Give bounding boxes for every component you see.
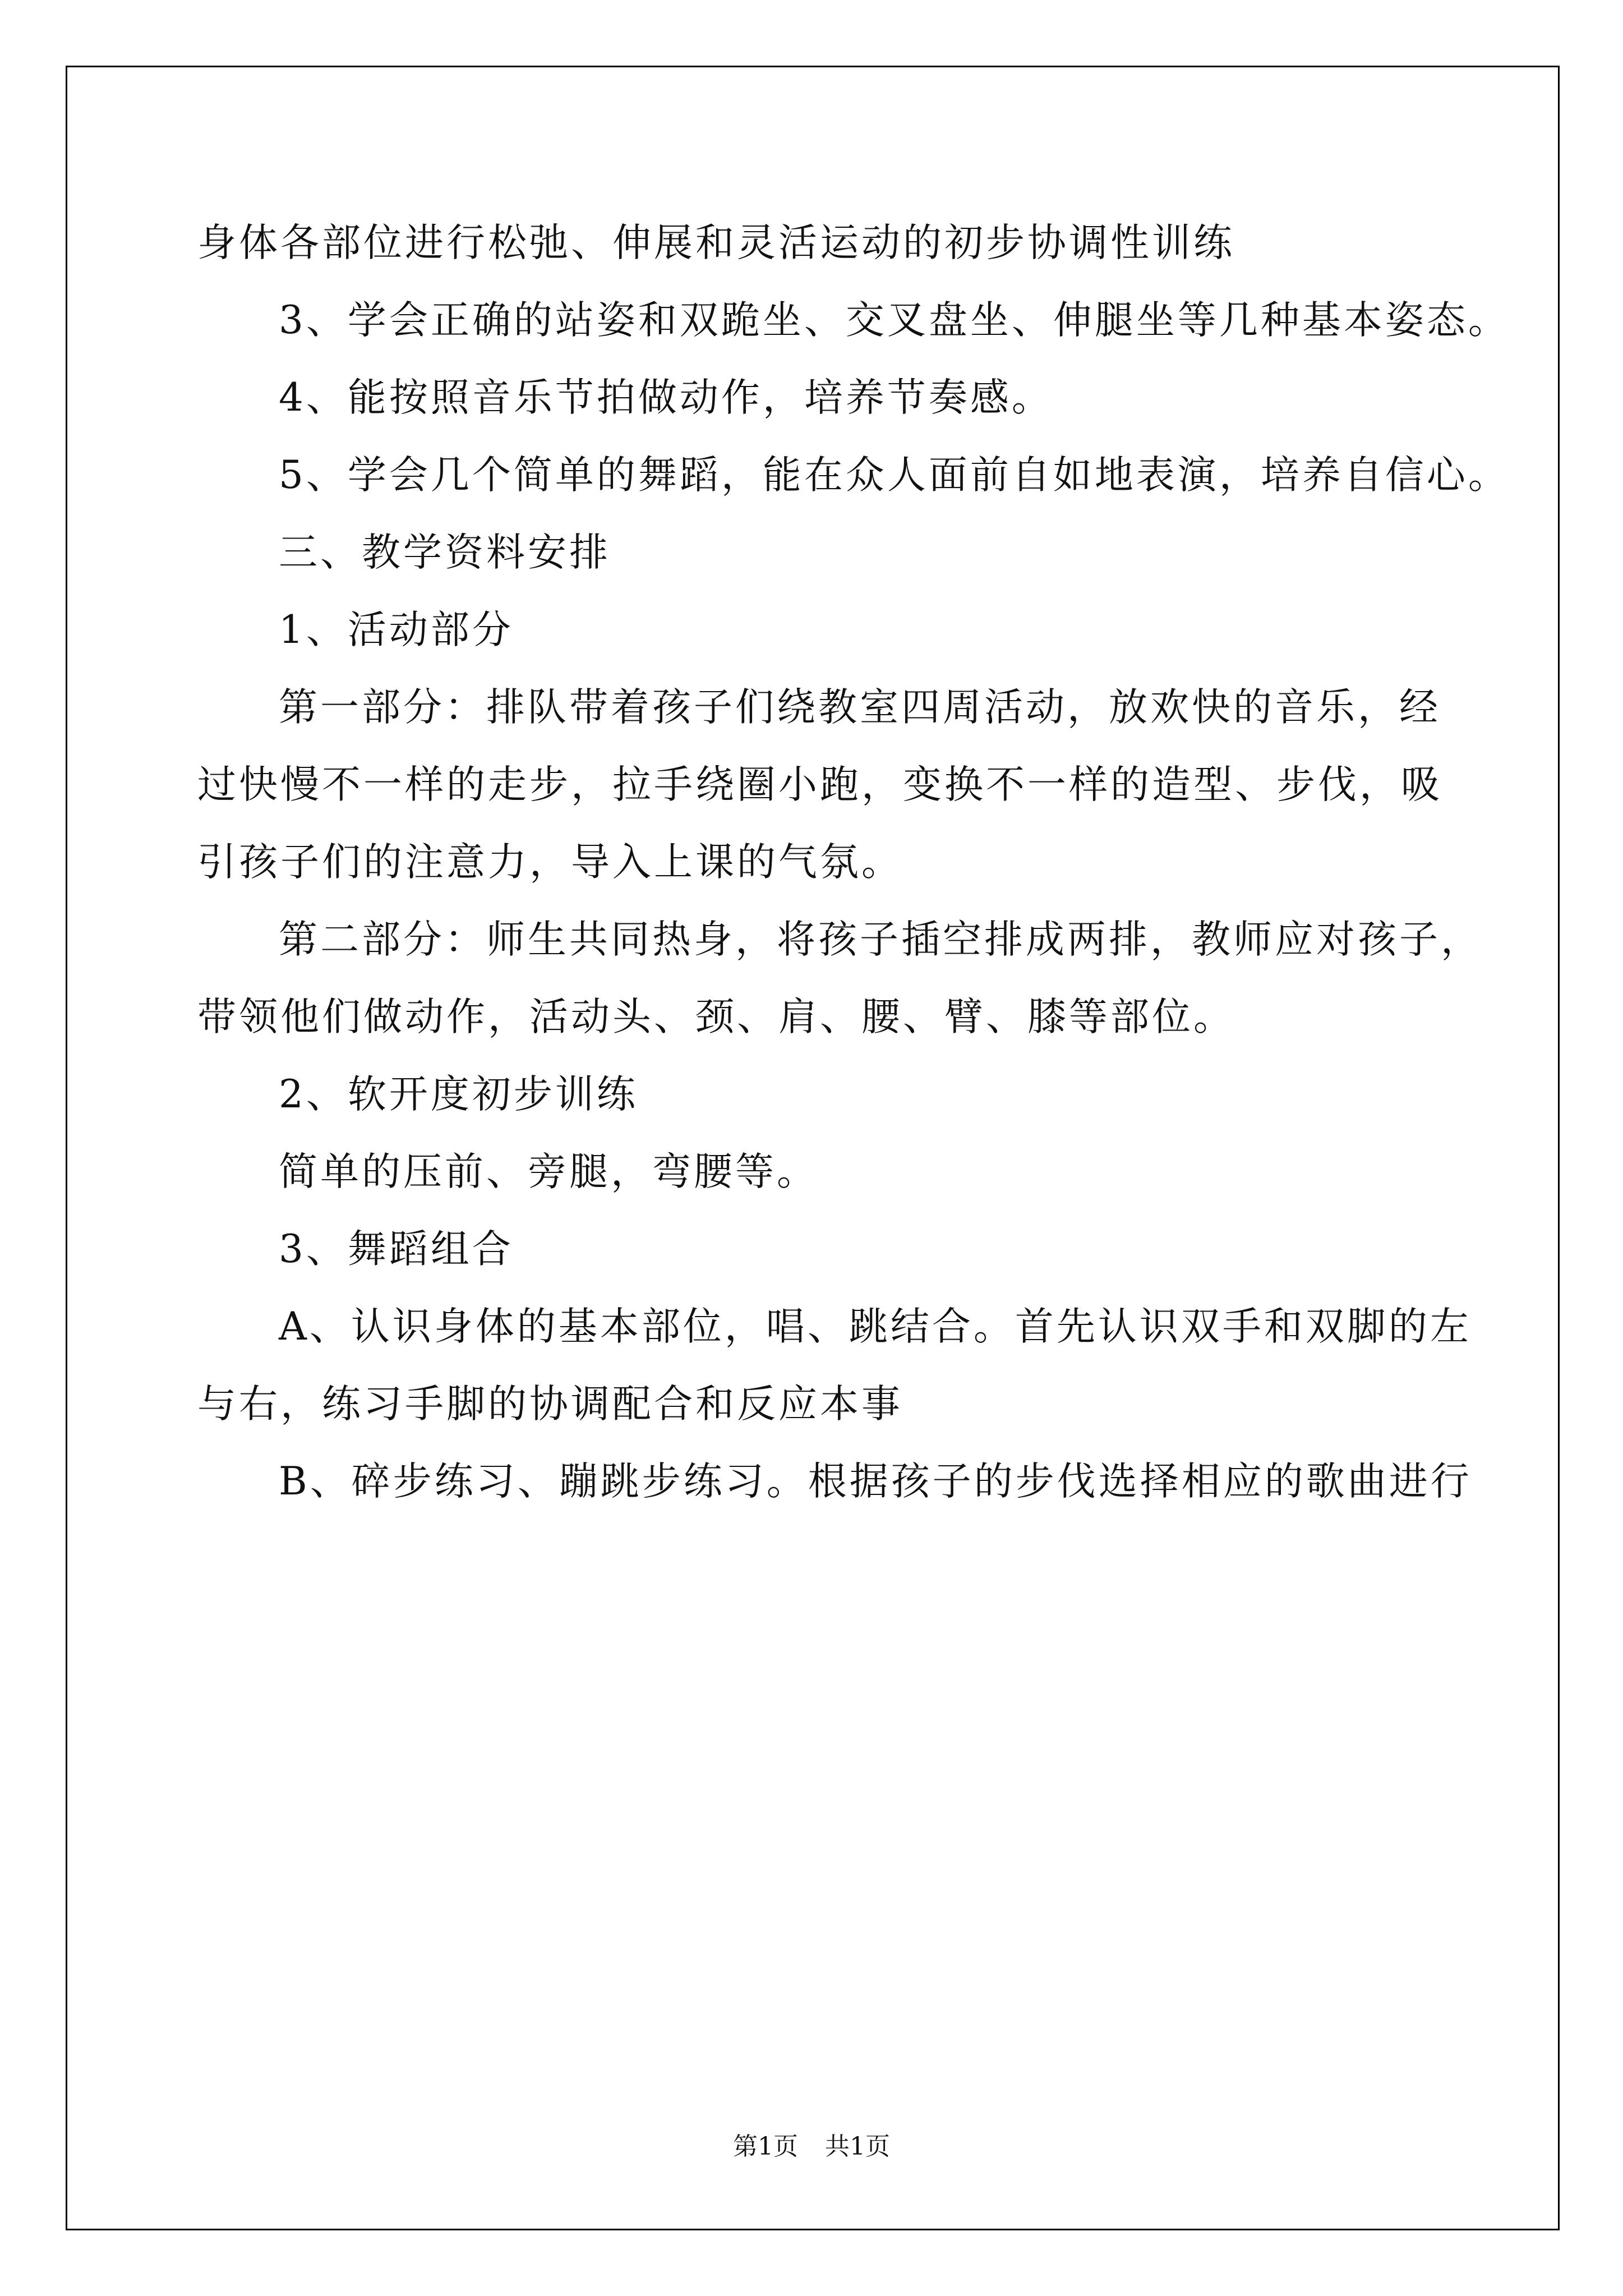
text-line-10: 第二部分：师生共同热身，将孩子插空排成两排，教师应对孩子， xyxy=(279,917,1482,962)
subsection-heading-1: 1、活动部分 xyxy=(279,608,514,652)
text-line-2: 3、学会正确的站姿和双跪坐、交叉盘坐、伸腿坐等几种基本姿态。 xyxy=(279,298,1510,343)
text-line-3: 4、能按照音乐节拍做动作，培养节奏感。 xyxy=(279,375,1053,420)
text-line-7: 第一部分：排队带着孩子们绕教室四周活动，放欢快的音乐，经 xyxy=(279,685,1441,730)
text-line-17: B、碎步练习、蹦跳步练习。根据孩子的步伐选择相应的歌曲进行 xyxy=(279,1459,1472,1504)
text-line-1: 身体各部位进行松弛、伸展和灵活运动的初步协调性训练 xyxy=(197,220,1235,265)
text-line-11: 带领他们做动作，活动头、颈、肩、腰、臂、膝等部位。 xyxy=(197,995,1235,1039)
subsection-heading-3: 3、舞蹈组合 xyxy=(279,1227,514,1272)
page-footer xyxy=(0,2130,1623,2164)
page-number: 第1页 xyxy=(733,2132,798,2161)
text-line-16: 与右，练习手脚的协调配合和反应本事 xyxy=(197,1382,903,1427)
text-line-15: A、认识身体的基本部位，唱、跳结合。首先认识双手和双脚的左 xyxy=(279,1304,1472,1349)
section-heading: 三、教学资料安排 xyxy=(279,530,611,575)
text-line-13: 简单的压前、旁腿，弯腰等。 xyxy=(279,1149,818,1194)
text-line-4: 5、学会几个简单的舞蹈，能在众人面前自如地表演，培养自信心。 xyxy=(279,453,1510,498)
text-line-8: 过快慢不一样的走步，拉手绕圈小跑，变换不一样的造型、步伐，吸 xyxy=(197,762,1442,807)
text-line-9: 引孩子们的注意力，导入上课的气氛。 xyxy=(197,840,903,885)
subsection-heading-2: 2、软开度初步训练 xyxy=(279,1072,638,1117)
page-total: 共1页 xyxy=(825,2132,890,2161)
